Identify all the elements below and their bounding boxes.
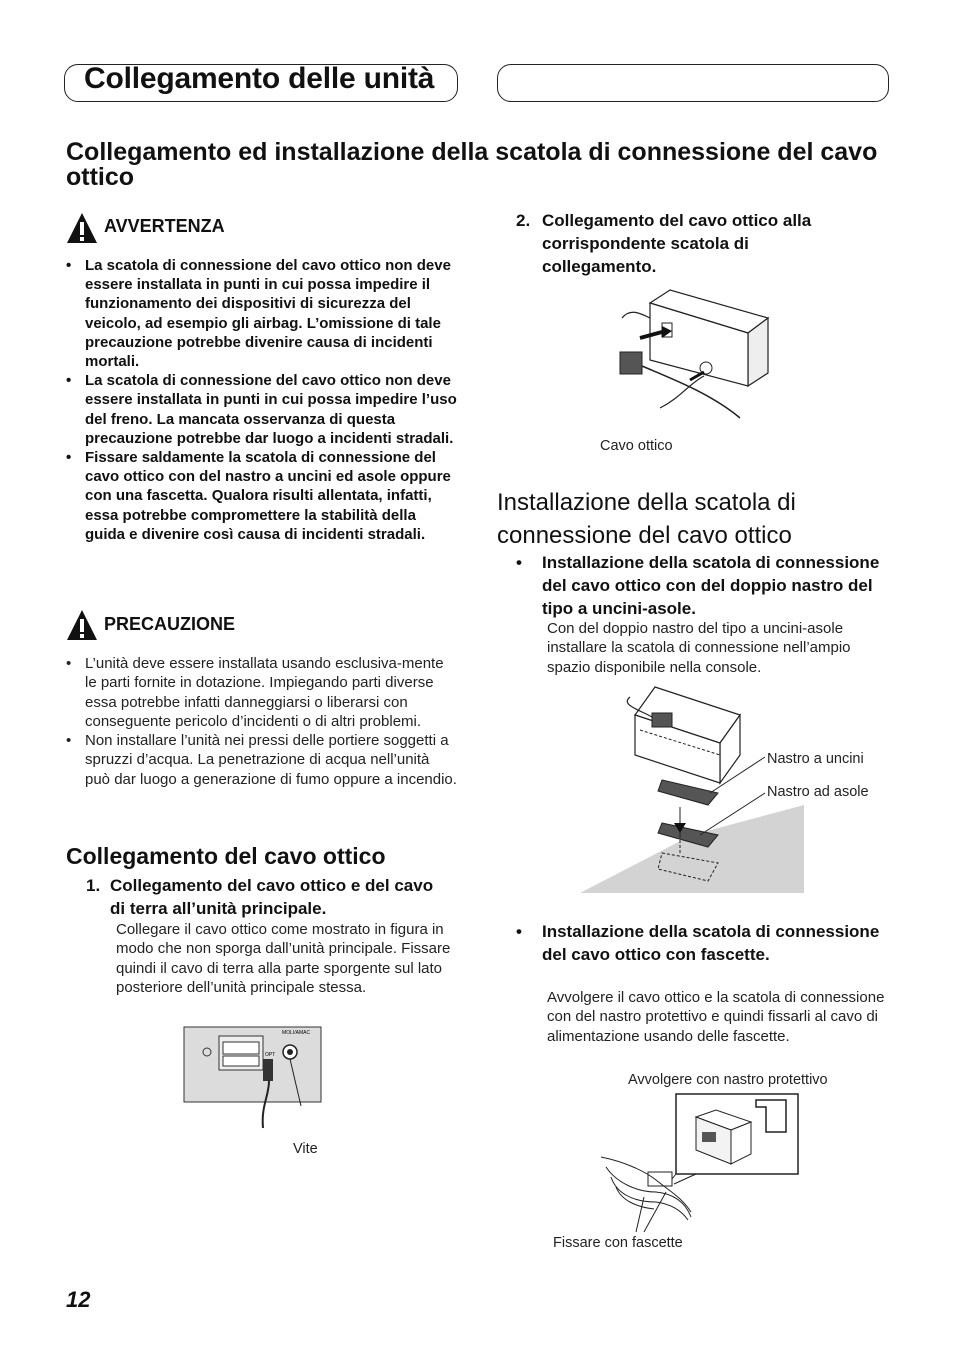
figure-connection-box bbox=[600, 288, 775, 428]
caution-title: PRECAUZIONE bbox=[104, 614, 236, 634]
label-cable-ties: Fissare con fascette bbox=[553, 1235, 683, 1251]
list-item: • Non installare l’unità nei pressi delle portiere soggetti a spruzzi d’acqua. La penetrazione di acqua nell’unità può dar luogo a generazione di fumo oppure a incendio. bbox=[66, 731, 458, 789]
label-wrap-tape: Avvolgere con nastro protettivo bbox=[628, 1072, 828, 1088]
caution-icon bbox=[66, 609, 98, 641]
list-item: • La scatola di connessione del cavo ottico non deve essere installata in punti in cui possa impedire il funzionamento dei dispositivi di sicurezza del veicolo, ad esempio gli airbag. L’omissione di tale precauzione potrebbe divenire causa di incidenti mortali. bbox=[66, 256, 458, 371]
install-bullet-2-text: Avvolgere il cavo ottico e la scatola di connessione con del nastro protettivo e quindi fissarli al cavo di alimentazione usando delle fascette. bbox=[547, 989, 885, 1045]
install-bullet-1-text: Con del doppio nastro del tipo a uncini-asole installare la scatola di connessione nell’ampio spazio disponibile nella console. bbox=[547, 620, 851, 676]
step-number: 2. bbox=[516, 211, 531, 230]
step-text: Collegamento del cavo ottico alla corrispondente scatola di collegamento. bbox=[542, 211, 812, 276]
install-bullet-1-title bbox=[516, 551, 891, 620]
step-1-text: Collegare il cavo ottico come mostrato in figura in modo che non sporga dall’unità principale. Fissare quindi il cavo di terra alla parte sporgente sul lato posteriore dell’unità principale stessa. bbox=[116, 921, 451, 997]
warning-icon bbox=[66, 212, 98, 244]
figure-cable-ties bbox=[596, 1092, 806, 1242]
bullet-dot: • bbox=[516, 553, 522, 572]
list-item: • Fissare saldamente la scatola di connessione del cavo ottico con del nastro a uncini ed asole oppure con una fascetta. Qualora risulti allentata, infatti, essa potrebbe compromettere la stabilità della guida e divenire così causa di incidenti stradali. bbox=[66, 448, 458, 544]
step-2-title bbox=[516, 209, 846, 278]
caption-screw: Vite bbox=[293, 1141, 318, 1157]
header-empty-frame bbox=[497, 64, 889, 102]
section-heading-install: Installazione della scatola di connessione del cavo ottico bbox=[497, 489, 796, 549]
page-title: Collegamento delle unità bbox=[84, 62, 435, 95]
install-bullet-2-title bbox=[516, 920, 891, 966]
caption-optical-cable: Cavo ottico bbox=[600, 438, 673, 454]
caution-list bbox=[66, 654, 458, 789]
section-heading-cable: Collegamento del cavo ottico bbox=[66, 843, 386, 869]
step-number: 1. bbox=[86, 876, 101, 895]
list-item: • L’unità deve essere installata usando esclusiva-mente le parti fornite in dotazione. Impiegando parti diverse essa potrebbe infatti danneggiarsi o liberarsi con conseguente pericolo d’incidenti o di altri problemi. bbox=[66, 654, 458, 731]
svg-text:MOLI/AMAC: MOLI/AMAC bbox=[282, 1030, 311, 1036]
step-text: Collegamento del cavo ottico e del cavo di terra all’unità principale. bbox=[110, 876, 434, 918]
step-1-title bbox=[86, 874, 446, 920]
svg-text:OPT: OPT bbox=[265, 1052, 276, 1058]
page-number: 12 bbox=[66, 1287, 91, 1312]
list-item: • La scatola di connessione del cavo ottico non deve essere installata in punti in cui possa impedire l’uso del freno. La mancata osservanza di questa precauzione potrebbe dar luogo a incidenti stradali. bbox=[66, 371, 458, 448]
warning-title: AVVERTENZA bbox=[104, 216, 225, 236]
label-loop-tape: Nastro ad asole bbox=[767, 784, 869, 800]
figure-main-unit-rear bbox=[183, 1026, 328, 1136]
warning-list bbox=[66, 256, 458, 544]
label-hook-tape: Nastro a uncini bbox=[767, 751, 864, 767]
main-heading: Collegamento ed installazione della scatola di connessione del cavo ottico bbox=[66, 138, 878, 191]
bullet-text: Installazione della scatola di connessione del cavo ottico con fascette. bbox=[542, 922, 880, 964]
bullet-text: Installazione della scatola di connessione del cavo ottico con del doppio nastro del tipo a uncini-asole. bbox=[542, 553, 880, 618]
bullet-dot: • bbox=[516, 922, 522, 941]
